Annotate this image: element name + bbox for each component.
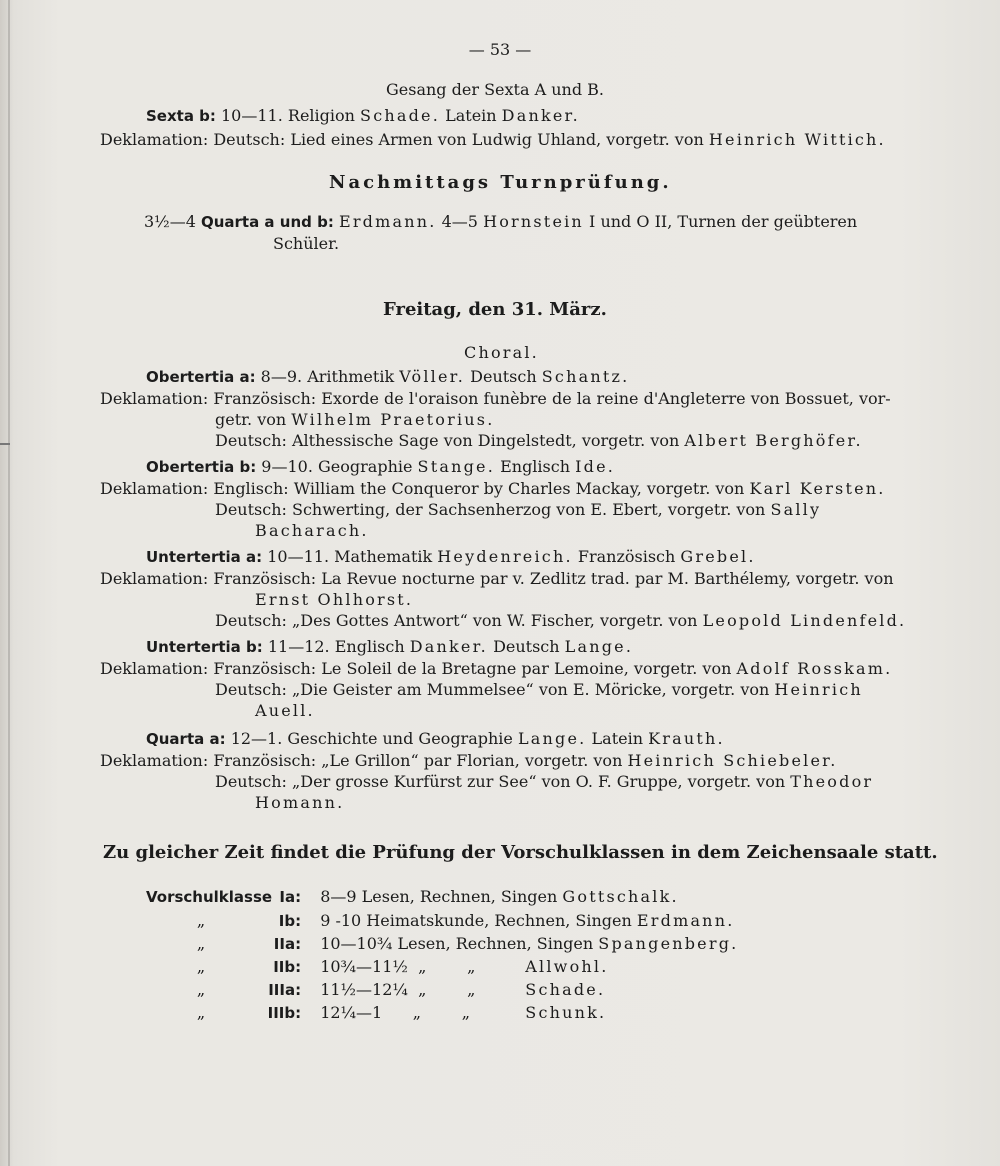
subject-text: I und O II, Turnen der geübteren [589,212,858,231]
class-cell: IIb: [273,958,302,976]
table-row [146,911,734,931]
teacher-name: Krauth. [648,729,725,748]
class-label: Obertertia b: [146,458,257,476]
obertertia-a-dekl-2 [215,431,863,451]
quarta-a-dekl-2 [215,772,873,792]
subject-cell: 10—10¾ Lesen, Rechnen, Singen [320,934,594,953]
class-label: Untertertia b: [146,638,263,656]
untertertia-b-line [146,637,633,657]
teacher-name: Danker. [501,106,580,125]
ditto: „ [196,934,206,953]
speaker-name: Heinrich Schiebeler. [627,751,838,770]
subject-cell: 8—9 Lesen, Rechnen, Singen [320,887,558,906]
deklamation-text: Französisch: Le Soleil de la Bretagne par Lemoine, vorgetr. von [213,659,732,678]
deklamation-text: Französisch: Exorde de l'oraison funèbre de la reine d'Angleterre von Bossuet, vor- [213,389,891,408]
deklamation-label: Deklamation: [100,659,209,678]
ditto: „ [196,980,206,999]
teacher-name: Völler. [399,367,466,386]
speaker-name: Karl Kersten. [749,479,886,498]
obertertia-b-dekl-1 [100,479,886,499]
speaker-name: Ernst Ohlhorst. [255,590,414,609]
teacher-cell: Allwohl. [525,957,609,976]
deklamation-label: Deklamation: [100,389,209,408]
nachmittags-line-2: Schüler. [273,234,340,253]
class-label: Obertertia a: [146,368,256,386]
subject-text: Französisch [577,547,676,566]
nachmittags-line [144,212,857,232]
table-row [146,1003,606,1023]
sexta-deklamation [100,130,886,150]
freitag-heading: Freitag, den 31. März. [383,299,607,320]
teacher-cell: Erdmann. [636,911,735,930]
subject-cell: 11½—12¼ „ „ [320,980,476,999]
untertertia-b-dekl-2 [215,680,863,700]
deklamation-label: Deklamation: [100,569,209,588]
subject-cell: 10¾—11½ „ „ [320,957,476,976]
subject-text: 8—9. Arithmetik [260,367,395,386]
class-label: Sexta b: [146,107,216,125]
teacher-cell: Schunk. [525,1003,607,1022]
deklamation-text: Deutsch: Schwerting, der Sachsenherzog von E. Ebert, vorgetr. von [215,500,766,519]
teacher-cell: Gottschalk. [562,887,679,906]
speaker-name: Albert Berghöfer. [684,431,863,450]
vorschul-heading: Zu gleicher Zeit findet die Prüfung der Vorschulklassen in dem Zeichensaale statt. [103,842,938,863]
class-cell: IIIa: [268,981,302,999]
speaker-name-cont: Homann. [255,793,345,812]
deklamation-label: Deklamation: [100,479,209,498]
teacher-cell: Spangenberg. [598,934,739,953]
deklamation-text: Deutsch: „Die Geister am Mummelsee“ von E. Möricke, vorgetr. von [215,680,770,699]
subject-text: 12—1. Geschichte und Geographie [230,729,513,748]
teacher-name: Stange. [417,457,495,476]
subject-cell: 9 -10 Heimatskunde, Rechnen, Singen [320,911,632,930]
table-row [146,934,738,954]
deklamation-text: Französisch: La Revue nocturne par v. Zedlitz trad. par M. Barthélemy, vorgetr. von [213,569,894,588]
speaker-name: Heinrich [774,680,863,699]
time-text: 3½—4 [144,212,196,231]
table-row [146,887,679,907]
ditto: Vorschulklasse [146,888,273,906]
teacher-name: Schantz. [541,367,630,386]
deklamation-text: Deutsch: „Des Gottes Antwort“ von W. Fischer, vorgetr. von [215,611,698,630]
ditto: „ [196,957,206,976]
time-text: 4—5 [441,212,478,231]
teacher-name: Hornstein [483,212,584,231]
subject-text: 10—11. Religion [221,106,355,125]
teacher-name: Schade. [360,106,440,125]
speaker-name: Wilhelm Praetorius. [291,410,495,429]
table-row [146,980,605,1000]
subject-text: Deutsch [470,367,537,386]
deklamation-text: Deutsch: Lied eines Armen von Ludwig Uhland, vorgetr. von [213,130,704,149]
speaker-name-cont: Auell. [255,701,315,720]
untertertia-a-dekl-1 [100,569,894,589]
teacher-name: Danker. [409,637,488,656]
subject-text: Englisch [500,457,571,476]
ditto: „ [196,1003,206,1022]
quarta-a-dekl-1 [100,751,838,771]
obertertia-a-dekl-1 [100,389,891,409]
teacher-name: Erdmann. [338,212,437,231]
sexta-b-line [146,106,580,126]
obertertia-b-dekl-2 [215,500,821,520]
ditto: „ [196,911,206,930]
untertertia-b-dekl-1 [100,659,892,679]
obertertia-a-line [146,367,629,387]
class-label: Untertertia a: [146,548,263,566]
teacher-name: Heydenreich. [437,547,573,566]
subject-text: Deutsch [493,637,560,656]
subject-text: Latein [591,729,644,748]
page-binding-edge [8,0,10,1166]
subject-text: Latein [445,106,497,125]
table-row [146,957,609,977]
deklamation-text: Deutsch: „Der grosse Kurfürst zur See“ von O. F. Gruppe, vorgetr. von [215,772,786,791]
class-cell: Ia: [279,888,302,906]
subject-text: 10—11. Mathematik [267,547,433,566]
class-label: Quarta a: [146,730,226,748]
deklamation-text: Englisch: William the Conqueror by Charles Mackay, vorgetr. von [213,479,745,498]
speaker-name: Sally [770,500,822,519]
obertertia-a-dekl-1b [215,410,494,430]
class-cell: IIIb: [267,1004,302,1022]
speaker-name-cont: Bacharach. [255,521,369,540]
teacher-name: Ide. [575,457,616,476]
sexta-gesang: Gesang der Sexta A und B. [386,80,605,99]
subject-text: 9—10. Geographie [261,457,413,476]
teacher-name: Grebel. [680,547,756,566]
deklamation-label: Deklamation: [100,130,209,149]
class-cell: Ib: [278,912,302,930]
speaker-name: Leopold Lindenfeld. [702,611,907,630]
speaker-name: Theodor [790,772,874,791]
nachmittags-heading: Nachmittags Turnprüfung. [329,172,672,193]
speaker-name: Adolf Rosskam. [736,659,893,678]
class-cell: IIa: [273,935,302,953]
subject-text: 11—12. Englisch [267,637,405,656]
deklamation-label: Deklamation: [100,751,209,770]
teacher-name: Lange. [517,729,587,748]
choral: Choral. [464,343,539,362]
obertertia-b-line [146,457,615,477]
speaker-name: Heinrich Wittich. [708,130,886,149]
untertertia-a-line [146,547,756,567]
teacher-name: Lange. [564,637,634,656]
deklamation-text: Deutsch: Althessische Sage von Dingelstedt, vorgetr. von [215,431,680,450]
page-number: — 53 — [468,40,532,59]
quarta-a-line [146,729,725,749]
deklamation-text: getr. von [215,410,287,429]
teacher-cell: Schade. [525,980,606,999]
untertertia-a-dekl-2 [215,611,906,631]
deklamation-text: Französisch: „Le Grillon“ par Florian, vorgetr. von [213,751,623,770]
margin-mark [0,443,10,445]
subject-cell: 12¼—1 „ „ [320,1003,471,1022]
class-label: Quarta a und b: [200,213,334,231]
